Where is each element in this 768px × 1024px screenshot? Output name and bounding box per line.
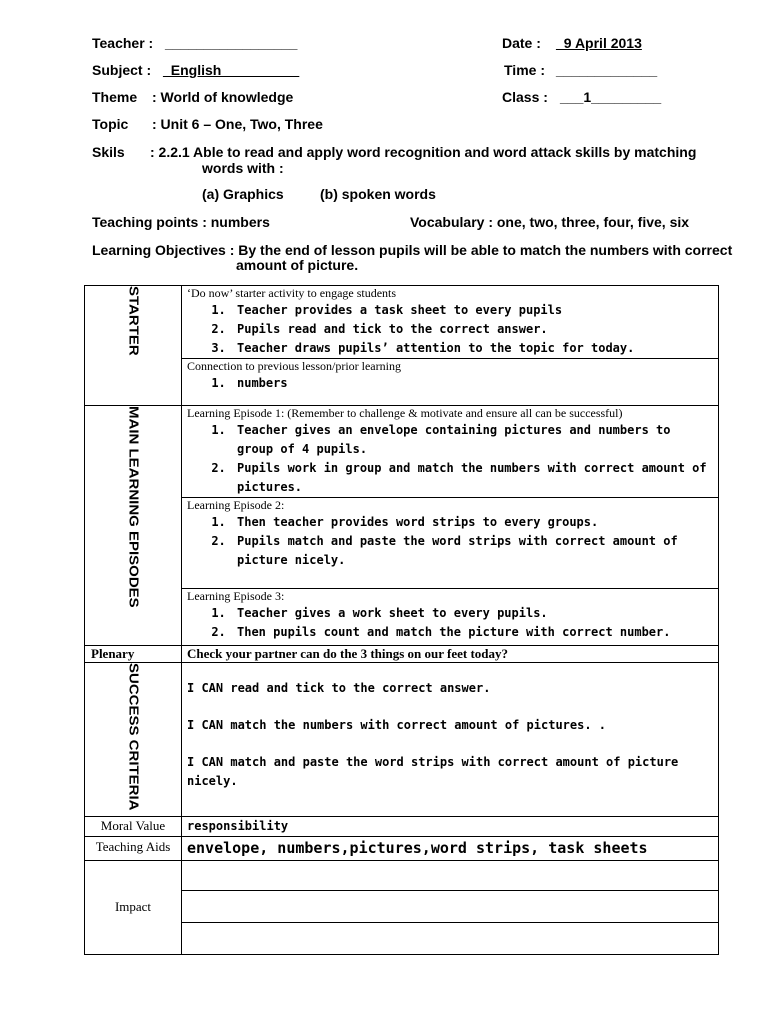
topic-value: : Unit 6 – One, Two, Three [152,116,323,132]
connection-cell [182,359,719,406]
time-value: _____________ [556,62,658,78]
list-item: 1. Teacher gives an envelope containing pictures and numbers to group of 4 pupils. [233,421,713,459]
skills-continuation: words with : [202,160,284,176]
list-item: 3. Teacher draws pupils’ attention to the topic for today. [233,339,713,358]
lesson-plan-table [84,285,719,955]
skill-spoken-words: (b) spoken words [320,186,436,202]
skills-label: Skils [92,144,125,160]
skill-graphics: (a) Graphics [202,186,284,202]
teaching-aids-value: envelope, numbers,pictures,word strips, task sheets [182,836,719,860]
list-item: 1. numbers [233,374,713,393]
theme-value: : World of knowledge [152,89,294,105]
list-item: 1. Teacher provides a task sheet to every pupils [233,301,713,320]
vocabulary: Vocabulary : one, two, three, four, five, six [410,214,690,230]
date-label: Date : [502,35,541,51]
episode1-list [187,421,713,497]
list-item: 1. Then teacher provides word strips to every groups. [233,513,713,532]
theme-label: Theme [92,89,138,105]
main-episodes-cell [85,406,182,646]
teacher-label: Teacher : [92,35,154,51]
list-item: 2. Pupils match and paste the word strips with correct amount of picture nicely. [233,532,713,570]
success-item: I CAN match the numbers with correct amount of pictures. . [187,718,607,732]
do-now-cell [182,286,719,359]
do-now-list [187,301,713,358]
success-criteria-cell [85,663,182,817]
episode1-cell [182,406,719,498]
moral-value-label: Moral Value [85,816,182,836]
episode3-list [187,604,713,642]
time-label: Time : [504,62,545,78]
success-item: I CAN read and tick to the correct answer. [187,681,491,695]
connection-list [187,374,713,393]
learning-objectives-continuation: amount of picture. [236,257,359,273]
class-label: Class : [502,89,548,105]
plenary-text: Check your partner can do the 3 things on our feet today? [182,646,719,663]
main-episodes-label: MAIN LEARNING EPISODES [125,406,141,608]
list-item: 2. Then pupils count and match the picture with correct number. [233,623,713,642]
list-item: 1. Teacher gives a work sheet to every pupils. [233,604,713,623]
impact-line-1 [182,860,719,890]
episode2-cell [182,498,719,589]
episode2-list [187,513,713,570]
episode2-heading: Learning Episode 2: [187,498,285,512]
list-item: 2. Pupils read and tick to the correct answer. [233,320,713,339]
impact-line-3 [182,922,719,954]
learning-objectives: Learning Objectives : By the end of lesson pupils will be able to match the numbers with correct [92,242,733,258]
list-item: 2. Pupils work in group and match the numbers with correct amount of pictures. [233,459,713,497]
topic-label: Topic [92,116,129,132]
do-now-heading: ‘Do now’ starter activity to engage students [187,286,397,300]
date-value: _9 April 2013 [556,35,642,51]
subject-label: Subject : [92,62,152,78]
moral-value: responsibility [182,816,719,836]
episode1-heading: Learning Episode 1: (Remember to challenge & motivate and ensure all can be successful) [187,406,623,420]
episode3-heading: Learning Episode 3: [187,589,285,603]
teacher-value: _________________ [165,35,298,51]
connection-heading: Connection to previous lesson/prior learning [187,359,401,373]
success-item: I CAN match and paste the word strips with correct amount of picture nicely. [187,755,679,788]
teaching-points: Teaching points : numbers [92,214,270,230]
impact-label: Impact [85,860,182,954]
success-criteria-label: SUCCESS CRITERIA [125,663,141,811]
starter-cell [85,286,182,406]
plenary-label: Plenary [85,646,182,663]
impact-line-2 [182,890,719,922]
starter-label: STARTER [125,286,141,356]
success-criteria-content [182,663,719,817]
class-value: ___1_________ [560,89,662,105]
teaching-aids-label: Teaching Aids [85,836,182,860]
skills-value: : 2.2.1 Able to read and apply word recognition and word attack skills by matching [150,144,697,160]
episode3-cell [182,589,719,646]
subject-value: _English__________ [163,62,300,78]
